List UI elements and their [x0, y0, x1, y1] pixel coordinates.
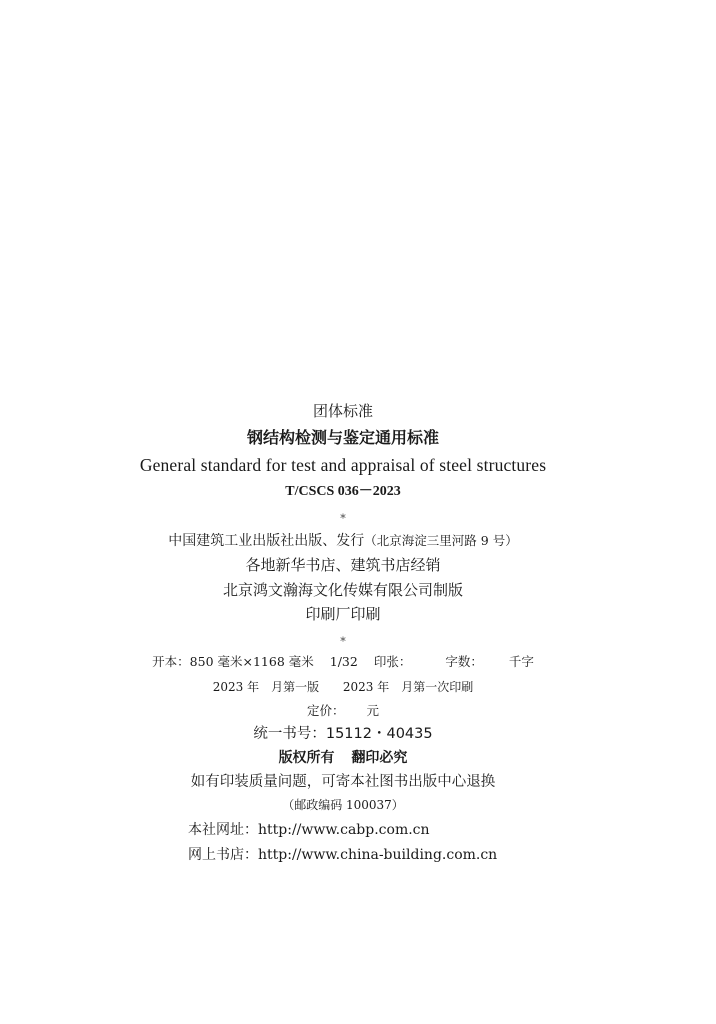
website-link[interactable]: http://www.china-building.com.cn [258, 847, 498, 863]
specs-line [0, 656, 701, 669]
postcode: （邮政编码 100037） [282, 798, 404, 812]
website-bookstore [188, 848, 497, 862]
distributor-line: 各地新华书店、建筑书店经销 [245, 556, 441, 574]
rights-piracy: 翻印必究 [351, 750, 408, 766]
publisher-address: （北京海淀三里河路 9 号） [364, 533, 518, 548]
separator-star: * [340, 635, 346, 648]
return-note: 如有印装质量问题，可寄本社图书出版中心退换 [190, 774, 496, 790]
website-label: 网上书店： [188, 847, 258, 863]
standard-code: T/CSCS 036－2023 [285, 484, 401, 499]
printer-line: 印刷厂印刷 [305, 605, 381, 623]
publisher-name: 中国建筑工业出版社出版、发行 [168, 533, 365, 549]
price-line [0, 705, 701, 718]
sheets-spec: 印张： [373, 654, 412, 669]
book-title-english: General standard for test and appraisal of steel structures [139, 455, 547, 475]
first-edition: 2023 年 月第一版 [212, 680, 320, 694]
words-spec: 字数： [445, 654, 483, 669]
fold-spec: 1/32 [329, 654, 358, 669]
format-spec: 开本：850 毫米×1168 毫米 [152, 654, 314, 669]
website-publisher [188, 823, 430, 837]
price-unit: 元 [366, 703, 380, 718]
typesetter-line: 北京鸿文瀚海文化传媒有限公司制版 [222, 581, 463, 599]
website-label: 本社网址： [188, 822, 258, 838]
rights-reserved: 版权所有 [278, 750, 335, 766]
first-print: 2023 年 月第一次印刷 [342, 680, 474, 694]
website-link[interactable]: http://www.cabp.com.cn [258, 822, 430, 838]
series-label: 团体标准 [312, 402, 373, 420]
book-title-chinese: 钢结构检测与鉴定通用标准 [246, 428, 439, 447]
publisher-line [0, 534, 701, 548]
edition-line [0, 681, 701, 693]
rights-line [0, 751, 701, 765]
words-unit: 千字 [508, 654, 534, 669]
separator-star: * [340, 512, 346, 525]
price-label: 定价： [306, 703, 345, 718]
isbn-line: 统一书号：15112・40435 [253, 726, 433, 742]
